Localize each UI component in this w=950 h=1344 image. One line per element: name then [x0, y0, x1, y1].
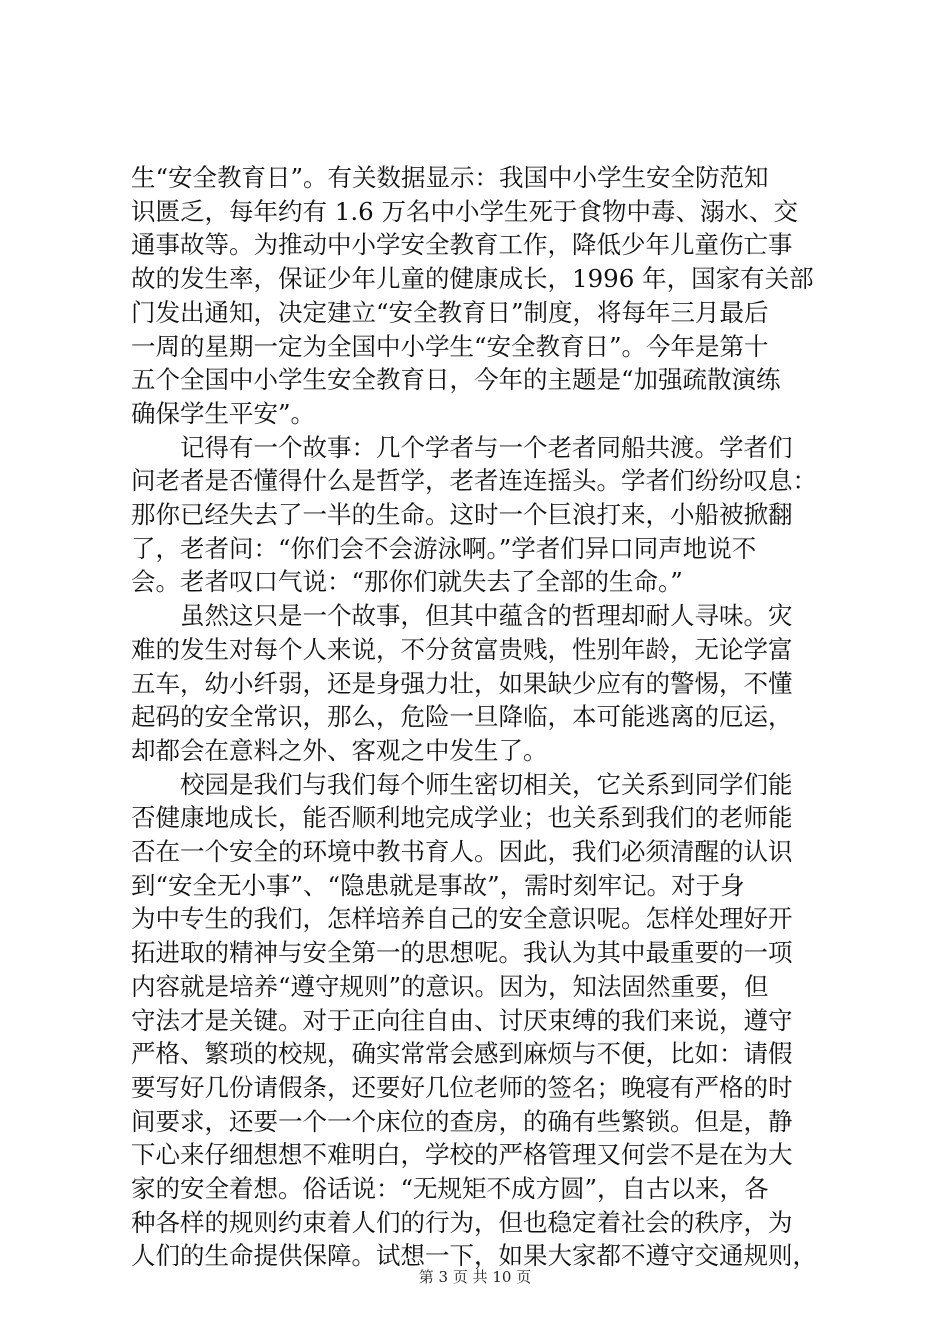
text-line: 虽然这只是一个故事，但其中蕴含的哲理却耐人寻味。灾: [131, 601, 793, 631]
text-line: 要写好几份请假条，还要好几位老师的签名；晚寝有严格的时: [131, 1072, 793, 1102]
text-line: 却都会在意料之外、客观之中发生了。: [131, 735, 548, 765]
text-line: 到“安全无小事”、“隐患就是事故”，需时刻牢记。对于身: [131, 870, 745, 900]
page-footer: 第 3 页 共 10 页: [418, 1268, 532, 1286]
text-line: 起码的安全常识，那么，危险一旦降临，本可能逃离的厄运，: [131, 702, 793, 732]
text-line: 家的安全着想。俗话说：“无规矩不成方圆”，自古以来，各: [131, 1174, 769, 1203]
text-line: 故的发生率，保证少年儿童的健康成长，1996 年，国家有关部: [131, 264, 814, 294]
text-line: 通事故等。为推动中小学安全教育工作，降低少年儿童伤亡事: [131, 230, 793, 260]
text-line: 否在一个安全的环境中教书育人。因此，我们必须清醒的认识: [131, 837, 793, 866]
text-line: 严格、繁琐的校规，确实常常会感到麻烦与不便，比如：请假: [131, 1039, 793, 1069]
text-line: 否健康地成长，能否顺利地完成学业；也关系到我们的老师能: [131, 803, 793, 833]
text-line: 那你已经失去了一半的生命。这时一个巨浪打来，小船被掀翻: [131, 500, 793, 529]
text-line: 一周的星期一定为全国中小学生“安全教育日”。今年是第十: [131, 331, 769, 361]
text-line: 下心来仔细想想不难明白，学校的严格管理又何尝不是在为大: [131, 1140, 793, 1170]
text-line: 拓进取的精神与安全第一的思想呢。我认为其中最重要的一项: [131, 938, 793, 968]
text-line: 门发出通知，决定建立“安全教育日”制度，将每年三月最后: [131, 297, 769, 327]
text-line: 种各样的规则约束着人们的行为，但也稳定着社会的秩序，为: [131, 1207, 793, 1237]
text-line: 五个全国中小学生安全教育日，今年的主题是“加强疏散演练: [131, 365, 781, 395]
text-line: 内容就是培养“遵守规则”的意识。因为，知法固然重要，但: [131, 971, 769, 1001]
text-line: 间要求，还要一个一个床位的查房，的确有些繁锁。但是，静: [131, 1106, 793, 1136]
text-line: 校园是我们与我们每个师生密切相关，它关系到同学们能: [131, 769, 793, 799]
text-line: 问老者是否懂得什么是哲学，老者连连摇头。学者们纷纷叹息：: [131, 466, 817, 496]
text-line: 确保学生平安”。: [131, 398, 316, 428]
text-line: 记得有一个故事：几个学者与一个老者同船共渡。学者们: [131, 432, 793, 462]
text-line: 守法才是关键。对于正向往自由、讨厌束缚的我们来说，遵守: [131, 1005, 793, 1035]
text-line: 人们的生命提供保障。试想一下，如果大家都不遵守交通规则，: [131, 1241, 817, 1271]
text-line: 为中专生的我们，怎样培养自己的安全意识呢。怎样处理好开: [131, 904, 793, 934]
text-line: 会。老者叹口气说：“那你们就失去了全部的生命。”: [131, 567, 683, 597]
text-line: 识匮乏，每年约有 1.6 万名中小学生死于食物中毒、溺水、交: [131, 196, 799, 226]
text-line: 难的发生对每个人来说，不分贫富贵贱，性别年龄，无论学富: [131, 634, 793, 664]
text-line: 了，老者问：“你们会不会游泳啊。”学者们异口同声地说不: [131, 533, 757, 563]
text-line: 生“安全教育日”。有关数据显示：我国中小学生安全防范知: [131, 163, 769, 192]
text-line: 五车，幼小纤弱，还是身强力壮，如果缺少应有的警惕，不懂: [131, 668, 793, 698]
